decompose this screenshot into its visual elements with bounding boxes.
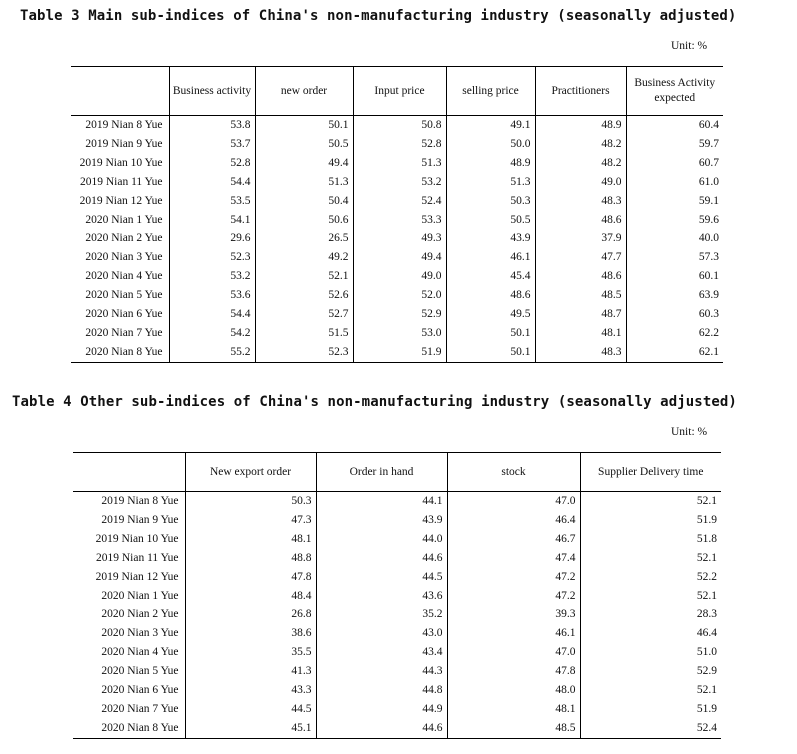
table-cell: 44.3 — [316, 662, 447, 681]
row-label: 2020 Nian 6 Yue — [101, 684, 179, 697]
table-cell: 49.0 — [535, 173, 626, 192]
table-cell: 49.3 — [353, 229, 446, 248]
table-row — [73, 681, 721, 700]
table-cell: 53.6 — [169, 286, 255, 305]
table-cell: 53.2 — [169, 267, 255, 286]
table-cell: 48.6 — [535, 211, 626, 230]
table-cell: 54.4 — [169, 305, 255, 324]
table-cell: 50.1 — [446, 324, 535, 343]
row-label: 2020 Nian 1 Yue — [85, 213, 163, 226]
table-cell: 52.1 — [580, 492, 721, 511]
table-cell: 48.1 — [447, 700, 580, 719]
table-cell: 50.5 — [255, 135, 353, 154]
table-cell: 48.3 — [535, 192, 626, 211]
table-cell: 53.8 — [169, 116, 255, 135]
row-label: 2019 Nian 9 Yue — [101, 513, 179, 526]
table4-header-order-in-hand: Order in hand — [316, 453, 447, 492]
table-cell: 46.1 — [447, 624, 580, 643]
table-cell: 52.7 — [255, 305, 353, 324]
table3-unit: Unit: % — [671, 40, 708, 52]
table-cell: 48.2 — [535, 154, 626, 173]
row-label: 2020 Nian 2 Yue — [85, 232, 163, 245]
table3-header-input-price: Input price — [353, 67, 446, 116]
table-cell: 52.8 — [169, 154, 255, 173]
table-cell: 40.0 — [626, 229, 723, 248]
table-cell: 61.0 — [626, 173, 723, 192]
table-cell: 51.5 — [255, 324, 353, 343]
table-cell: 44.1 — [316, 492, 447, 511]
table4-header-new-export-order: New export order — [185, 453, 316, 492]
table-cell: 51.0 — [580, 643, 721, 662]
table-row — [71, 211, 723, 230]
row-label: 2020 Nian 8 Yue — [73, 719, 185, 738]
table3-header-corner — [71, 67, 169, 116]
table-cell: 51.9 — [353, 343, 446, 362]
table-row — [73, 549, 721, 568]
table-cell: 43.9 — [446, 229, 535, 248]
table-cell: 51.9 — [580, 511, 721, 530]
table-cell: 62.2 — [626, 324, 723, 343]
table-cell: 51.3 — [446, 173, 535, 192]
table-cell: 48.6 — [446, 286, 535, 305]
table-cell: 50.0 — [446, 135, 535, 154]
table-cell: 53.0 — [353, 324, 446, 343]
table3-header-new-order: new order — [255, 67, 353, 116]
table-row — [73, 587, 721, 606]
table-cell: 44.0 — [316, 530, 447, 549]
table-cell: 48.1 — [185, 530, 316, 549]
table-cell: 49.0 — [353, 267, 446, 286]
table3-header-selling-price: selling price — [446, 67, 535, 116]
table4-header-stock: stock — [447, 453, 580, 492]
table-cell: 50.5 — [446, 211, 535, 230]
table-cell: 53.3 — [353, 211, 446, 230]
table4-header-row — [73, 453, 721, 492]
table-cell: 51.3 — [353, 154, 446, 173]
table4-unit: Unit: % — [671, 426, 708, 438]
table-row — [73, 624, 721, 643]
table-cell: 53.2 — [353, 173, 446, 192]
table-cell: 63.9 — [626, 286, 723, 305]
table-cell: 52.3 — [255, 343, 353, 362]
table-cell: 47.2 — [447, 568, 580, 587]
table-cell: 53.5 — [169, 192, 255, 211]
table-cell: 43.6 — [316, 587, 447, 606]
table-cell: 51.9 — [580, 700, 721, 719]
table-cell: 51.8 — [580, 530, 721, 549]
table-cell: 38.6 — [185, 624, 316, 643]
table-cell: 48.3 — [535, 343, 626, 362]
table-cell: 55.2 — [169, 343, 255, 362]
row-label: 2019 Nian 8 Yue — [85, 119, 163, 131]
table-cell: 52.1 — [255, 267, 353, 286]
table-row — [73, 568, 721, 587]
table-cell: 28.3 — [580, 605, 721, 624]
table-cell: 44.8 — [316, 681, 447, 700]
row-label: 2019 Nian 10 Yue — [95, 532, 179, 545]
row-label: 2019 Nian 12 Yue — [79, 194, 163, 207]
table-cell: 48.6 — [535, 267, 626, 286]
table4-header-corner — [73, 453, 185, 492]
table-cell: 49.4 — [353, 248, 446, 267]
table-row — [73, 605, 721, 624]
table-cell: 54.2 — [169, 324, 255, 343]
row-label: 2019 Nian 9 Yue — [85, 137, 163, 150]
table-cell: 50.3 — [446, 192, 535, 211]
table-cell: 46.7 — [447, 530, 580, 549]
row-label: 2020 Nian 1 Yue — [101, 589, 179, 602]
table-cell: 48.2 — [535, 135, 626, 154]
table-row — [71, 267, 723, 286]
table-cell: 48.9 — [446, 154, 535, 173]
table-cell: 46.4 — [580, 624, 721, 643]
table-cell: 60.3 — [626, 305, 723, 324]
table-cell: 37.9 — [535, 229, 626, 248]
table-row — [73, 719, 721, 738]
table-row — [71, 192, 723, 211]
row-label: 2020 Nian 4 Yue — [101, 646, 179, 659]
table-row — [73, 700, 721, 719]
table-row — [71, 154, 723, 173]
row-label: 2020 Nian 7 Yue — [85, 326, 163, 339]
table-cell: 52.1 — [580, 549, 721, 568]
row-label: 2020 Nian 8 Yue — [71, 343, 169, 362]
table3-header-practitioners: Practitioners — [535, 67, 626, 116]
table-cell: 52.9 — [580, 662, 721, 681]
table-cell: 41.3 — [185, 662, 316, 681]
table-cell: 46.4 — [447, 511, 580, 530]
table-cell: 47.0 — [447, 492, 580, 511]
table4 — [73, 452, 721, 739]
table-cell: 49.5 — [446, 305, 535, 324]
table-cell: 60.7 — [626, 154, 723, 173]
row-label: 2020 Nian 3 Yue — [101, 627, 179, 640]
table-cell: 43.4 — [316, 643, 447, 662]
table-cell: 44.5 — [185, 700, 316, 719]
table-cell: 47.2 — [447, 587, 580, 606]
table3-body — [71, 116, 723, 363]
table-cell: 52.3 — [169, 248, 255, 267]
table-row — [71, 343, 723, 362]
table-cell: 51.3 — [255, 173, 353, 192]
table-cell: 26.8 — [185, 605, 316, 624]
row-label: 2019 Nian 8 Yue — [101, 495, 179, 507]
table-cell: 47.8 — [447, 662, 580, 681]
row-label: 2020 Nian 5 Yue — [85, 289, 163, 302]
table-cell: 45.4 — [446, 267, 535, 286]
table-cell: 50.1 — [255, 116, 353, 135]
table-cell: 48.9 — [535, 116, 626, 135]
table-row — [71, 116, 723, 135]
table-row — [73, 511, 721, 530]
row-label: 2020 Nian 4 Yue — [85, 270, 163, 283]
row-label: 2020 Nian 5 Yue — [101, 665, 179, 678]
table3-header-row — [71, 67, 723, 116]
table-cell: 47.0 — [447, 643, 580, 662]
table-cell: 50.3 — [185, 492, 316, 511]
table-cell: 35.5 — [185, 643, 316, 662]
table4-body — [73, 492, 721, 739]
table-row — [73, 643, 721, 662]
table-cell: 52.0 — [353, 286, 446, 305]
table-row — [71, 135, 723, 154]
table-cell: 43.3 — [185, 681, 316, 700]
row-label: 2020 Nian 6 Yue — [85, 308, 163, 321]
table-cell: 52.8 — [353, 135, 446, 154]
table3-header-activity-expected: Business Activity expected — [626, 67, 723, 116]
table-cell: 39.3 — [447, 605, 580, 624]
table-row — [71, 324, 723, 343]
table-cell: 26.5 — [255, 229, 353, 248]
table-cell: 29.6 — [169, 229, 255, 248]
table-cell: 52.4 — [580, 719, 721, 738]
table-cell: 50.8 — [353, 116, 446, 135]
table-cell: 43.0 — [316, 624, 447, 643]
table4-header-supplier-delivery-time: Supplier Delivery time — [580, 453, 721, 492]
table-row — [73, 530, 721, 549]
table-cell: 43.9 — [316, 511, 447, 530]
table-cell: 45.1 — [185, 719, 316, 738]
table-cell: 49.4 — [255, 154, 353, 173]
table-cell: 57.3 — [626, 248, 723, 267]
table-cell: 49.1 — [446, 116, 535, 135]
table-cell: 46.1 — [446, 248, 535, 267]
table-cell: 44.9 — [316, 700, 447, 719]
table-cell: 52.9 — [353, 305, 446, 324]
table-cell: 48.0 — [447, 681, 580, 700]
table3 — [71, 66, 723, 363]
table-cell: 48.7 — [535, 305, 626, 324]
table-row — [73, 662, 721, 681]
table-row — [73, 492, 721, 511]
table-cell: 50.1 — [446, 343, 535, 362]
table-cell: 50.4 — [255, 192, 353, 211]
table4-title: Table 4 Other sub-indices of China's non-manufacturing industry (seasonally adjusted) — [12, 394, 737, 410]
table-cell: 48.5 — [535, 286, 626, 305]
table-cell: 59.7 — [626, 135, 723, 154]
table-cell: 47.3 — [185, 511, 316, 530]
table-cell: 49.2 — [255, 248, 353, 267]
table-cell: 48.1 — [535, 324, 626, 343]
table-cell: 48.5 — [447, 719, 580, 738]
table-cell: 47.8 — [185, 568, 316, 587]
table-cell: 44.5 — [316, 568, 447, 587]
table-cell: 52.1 — [580, 587, 721, 606]
table-cell: 54.4 — [169, 173, 255, 192]
table3-title: Table 3 Main sub-indices of China's non-manufacturing industry (seasonally adjusted) — [20, 8, 737, 24]
row-label: 2020 Nian 2 Yue — [101, 608, 179, 621]
table-cell: 35.2 — [316, 605, 447, 624]
table3-header-business-activity: Business activity — [169, 67, 255, 116]
table-row — [71, 286, 723, 305]
table-row — [71, 229, 723, 248]
table-row — [71, 305, 723, 324]
table-cell: 52.2 — [580, 568, 721, 587]
table-cell: 47.7 — [535, 248, 626, 267]
table-cell: 62.1 — [626, 343, 723, 362]
table-cell: 50.6 — [255, 211, 353, 230]
row-label: 2020 Nian 3 Yue — [85, 251, 163, 264]
table-cell: 60.4 — [626, 116, 723, 135]
table-cell: 59.6 — [626, 211, 723, 230]
table-cell: 48.4 — [185, 587, 316, 606]
table-cell: 52.6 — [255, 286, 353, 305]
table-cell: 59.1 — [626, 192, 723, 211]
row-label: 2019 Nian 11 Yue — [79, 175, 163, 188]
row-label: 2020 Nian 7 Yue — [101, 702, 179, 715]
table-cell: 60.1 — [626, 267, 723, 286]
table-cell: 47.4 — [447, 549, 580, 568]
table-cell: 44.6 — [316, 549, 447, 568]
table-cell: 52.4 — [353, 192, 446, 211]
row-label: 2019 Nian 12 Yue — [95, 570, 179, 583]
table-cell: 48.8 — [185, 549, 316, 568]
row-label: 2019 Nian 11 Yue — [95, 551, 179, 564]
table-cell: 53.7 — [169, 135, 255, 154]
table-cell: 52.1 — [580, 681, 721, 700]
table-cell: 44.6 — [316, 719, 447, 738]
table-cell: 54.1 — [169, 211, 255, 230]
table-row — [71, 173, 723, 192]
table-row — [71, 248, 723, 267]
row-label: 2019 Nian 10 Yue — [79, 156, 163, 169]
